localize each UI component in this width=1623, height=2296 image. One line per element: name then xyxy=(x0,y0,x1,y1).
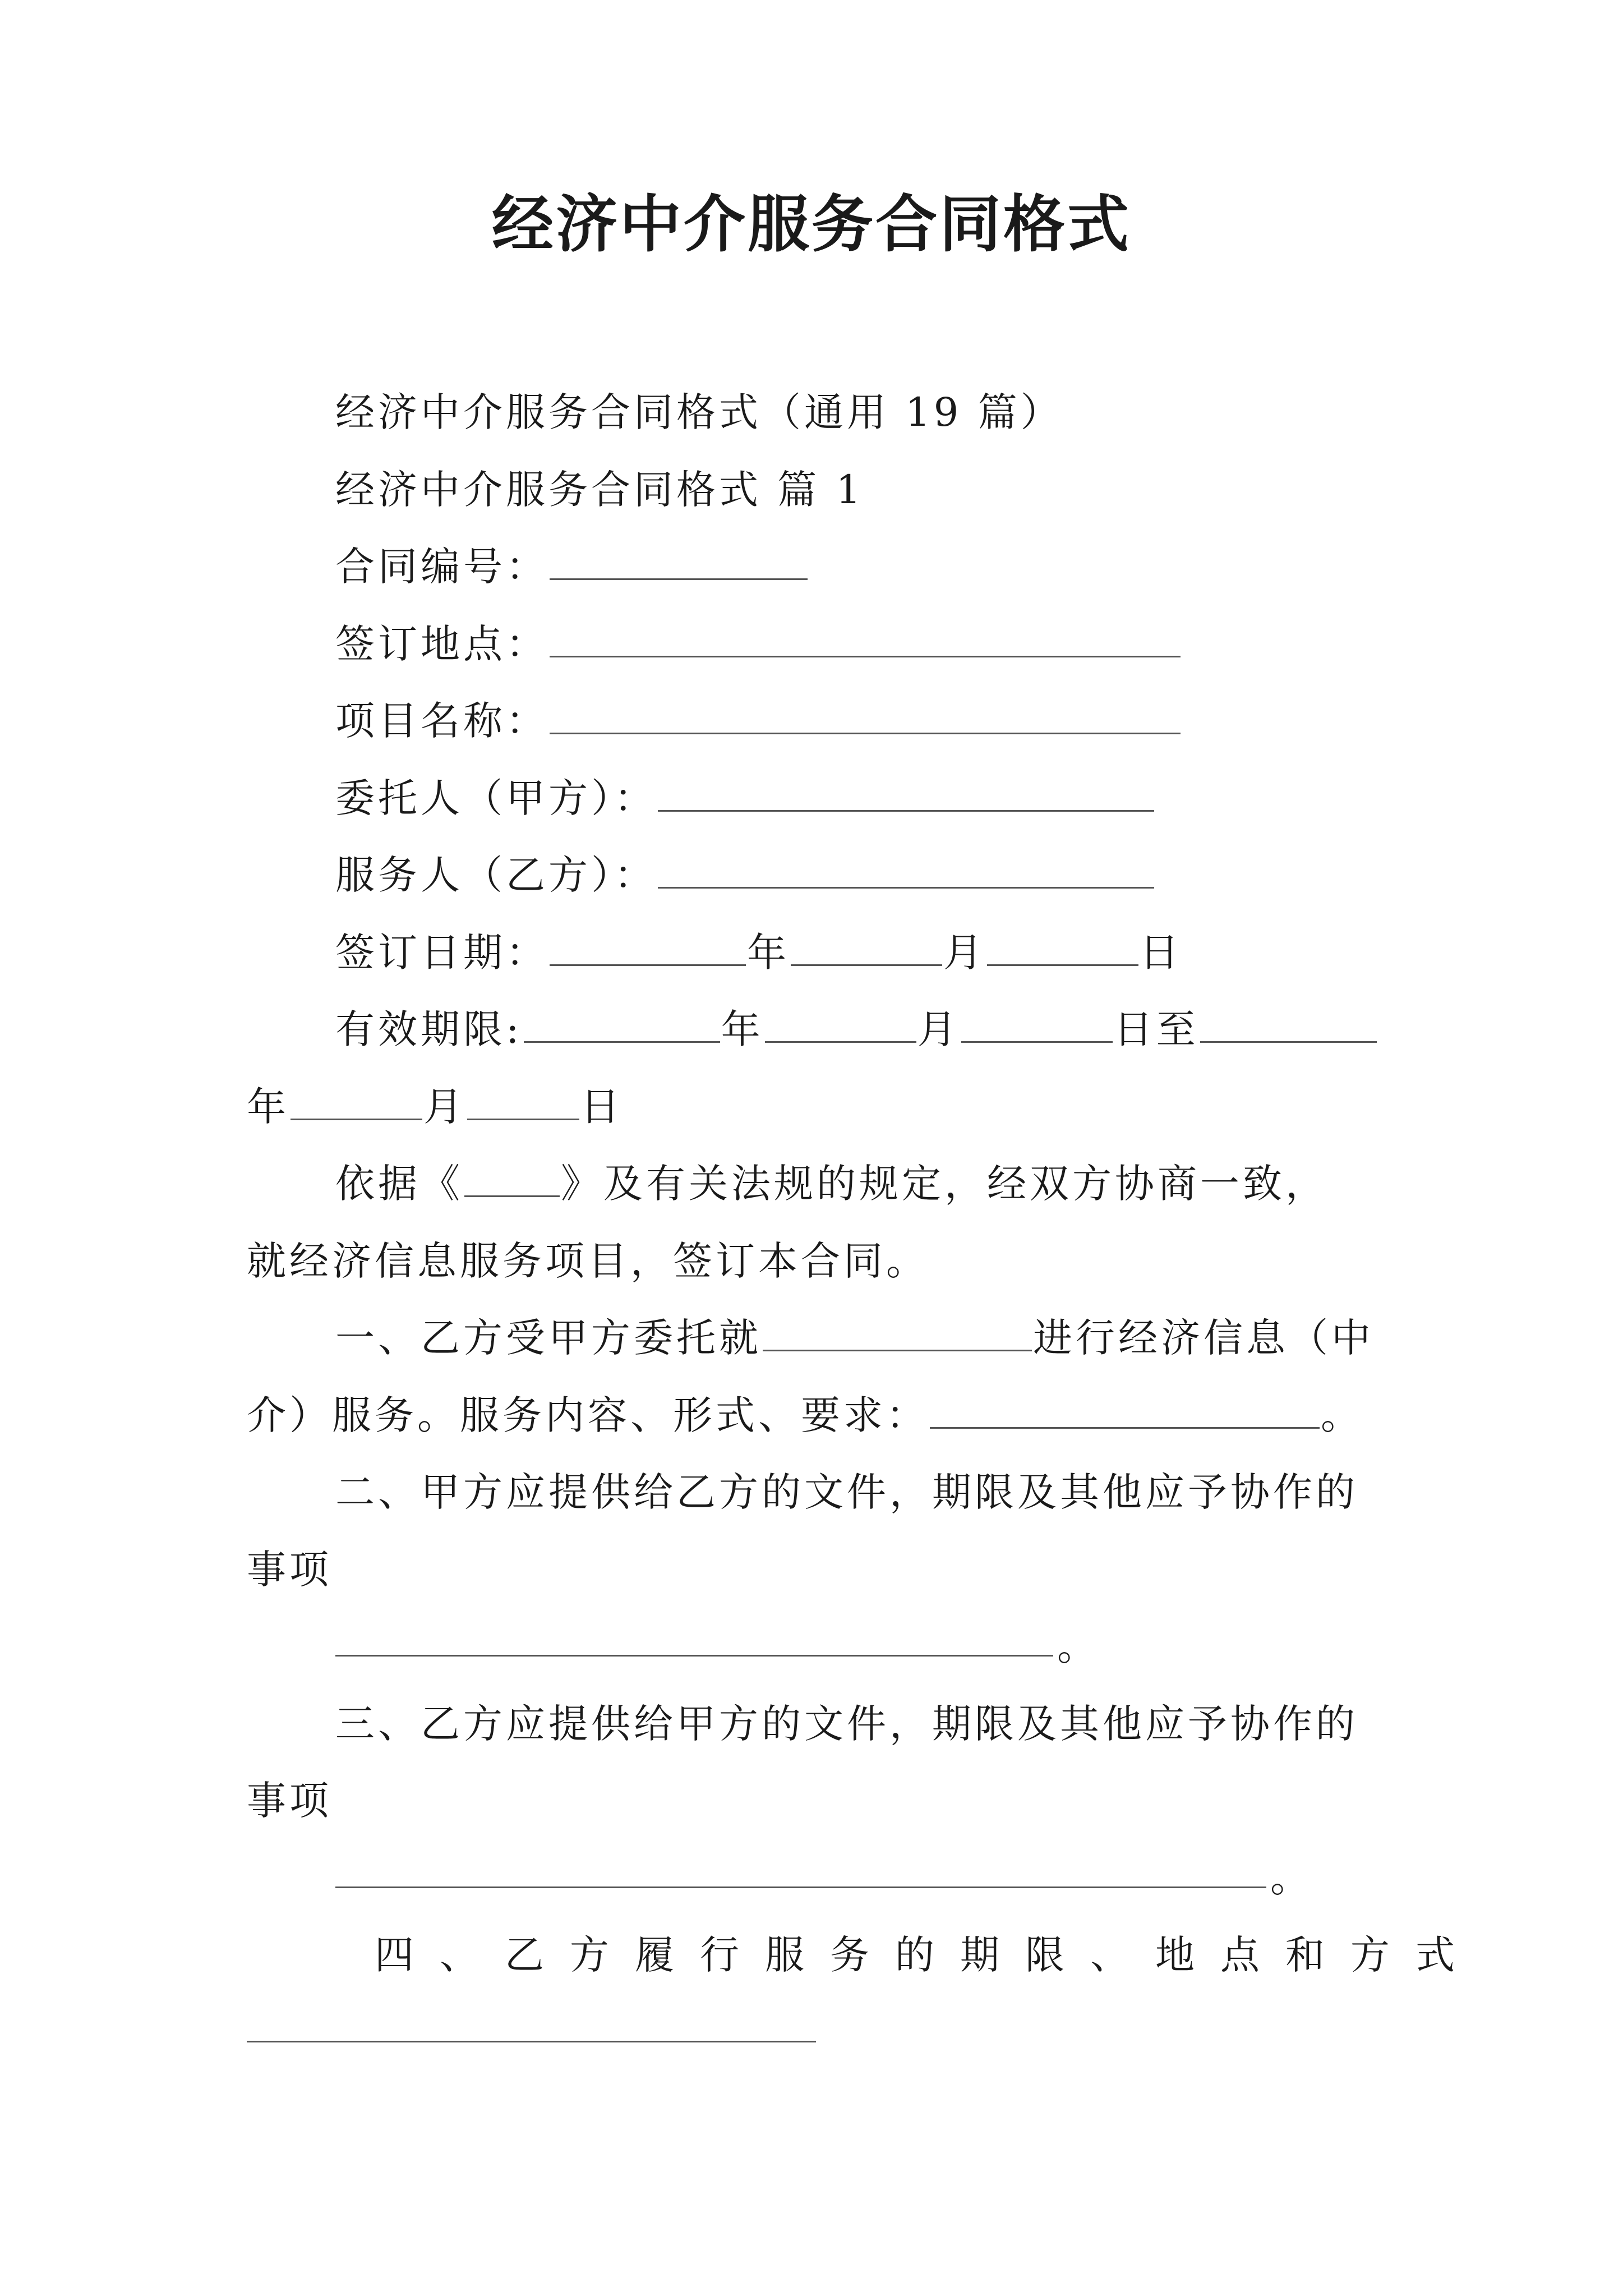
intro-line-1 xyxy=(335,1161,1328,1207)
provider-label: 服务人（乙方）： xyxy=(335,852,657,898)
client-blank xyxy=(658,779,1154,812)
clause4-blank xyxy=(247,2041,816,2042)
clause4-line-1: 四、乙方履行服务的期限、地点和方式 xyxy=(375,1932,1481,1978)
sign-date-label: 签订日期： xyxy=(335,930,548,976)
year-unit: 年 xyxy=(747,930,790,976)
clause1-line-2 xyxy=(247,1392,1363,1438)
valid-from-year-blank xyxy=(524,1010,720,1043)
clause1-part2: 进行经济信息（中 xyxy=(1033,1315,1374,1361)
clause1-subject-blank xyxy=(763,1318,1032,1351)
intro-part1: 依据《 xyxy=(335,1161,463,1207)
day-to-unit: 日至 xyxy=(1113,1006,1199,1052)
valid-period-label: 有效期限: xyxy=(335,1006,523,1052)
clause2-line-1: 二、甲方应提供给乙方的文件，期限及其他应予协作的 xyxy=(335,1469,1358,1515)
valid-to-year-blank xyxy=(1200,1010,1377,1043)
sign-month-blank xyxy=(791,933,942,966)
valid-to-day-blank xyxy=(467,1087,579,1120)
clause3-line-2: 事项 xyxy=(247,1778,332,1824)
provider-row xyxy=(335,852,1155,898)
sign-year-blank xyxy=(550,933,746,966)
clause2-line-2: 事项 xyxy=(247,1547,332,1593)
valid-from-month-blank xyxy=(765,1010,916,1043)
intro-part2: 》及有关法规的规定，经双方协商一致， xyxy=(561,1161,1328,1207)
clause1-content-blank xyxy=(930,1396,1320,1429)
day-unit: 日 xyxy=(1140,930,1182,976)
clause2-end: 。 xyxy=(1057,1623,1100,1669)
clause3-line-1: 三、乙方应提供给甲方的文件，期限及其他应予协作的 xyxy=(335,1701,1358,1747)
sign-place-blank xyxy=(550,624,1181,657)
year-unit: 年 xyxy=(721,1006,764,1052)
clause3-end: 。 xyxy=(1270,1855,1313,1901)
valid-period-row xyxy=(335,1006,1378,1052)
sign-place-label: 签订地点： xyxy=(335,621,548,667)
day-unit: 日 xyxy=(580,1084,623,1130)
sign-place-row xyxy=(335,621,1182,667)
clause1-part1: 一、乙方受甲方委托就 xyxy=(335,1315,762,1361)
valid-period-row-2 xyxy=(247,1084,623,1130)
intro-line-2: 就经济信息服务项目，签订本合同。 xyxy=(247,1238,929,1284)
valid-from-day-blank xyxy=(961,1010,1113,1043)
clause3-blank xyxy=(335,1887,1266,1888)
client-label: 委托人（甲方）： xyxy=(335,775,657,821)
project-name-row xyxy=(335,698,1182,744)
valid-to-month-blank xyxy=(291,1087,422,1120)
clause1-line2-text: 介）服务。服务内容、形式、要求： xyxy=(247,1392,929,1438)
clause2-blank xyxy=(335,1655,1053,1657)
provider-blank xyxy=(658,855,1154,889)
document-title: 经济中介服务合同格式 xyxy=(492,188,1131,260)
contract-no-label: 合同编号： xyxy=(335,544,548,590)
month-unit: 月 xyxy=(917,1006,960,1052)
project-name-blank xyxy=(550,701,1181,734)
month-unit: 月 xyxy=(943,930,986,976)
law-name-blank xyxy=(464,1164,560,1197)
sign-date-row xyxy=(335,930,1182,976)
subtitle: 经济中介服务合同格式（通用 19 篇） xyxy=(335,389,1063,435)
year-unit: 年 xyxy=(247,1084,289,1130)
sign-day-blank xyxy=(987,933,1138,966)
clause1-line-1 xyxy=(335,1315,1374,1361)
client-row xyxy=(335,775,1155,821)
month-unit: 月 xyxy=(423,1084,466,1130)
project-name-label: 项目名称： xyxy=(335,698,548,744)
contract-no-blank xyxy=(550,547,808,580)
clause1-end: 。 xyxy=(1321,1392,1363,1438)
section-heading: 经济中介服务合同格式 篇 1 xyxy=(335,467,865,513)
contract-no-row xyxy=(335,544,809,590)
